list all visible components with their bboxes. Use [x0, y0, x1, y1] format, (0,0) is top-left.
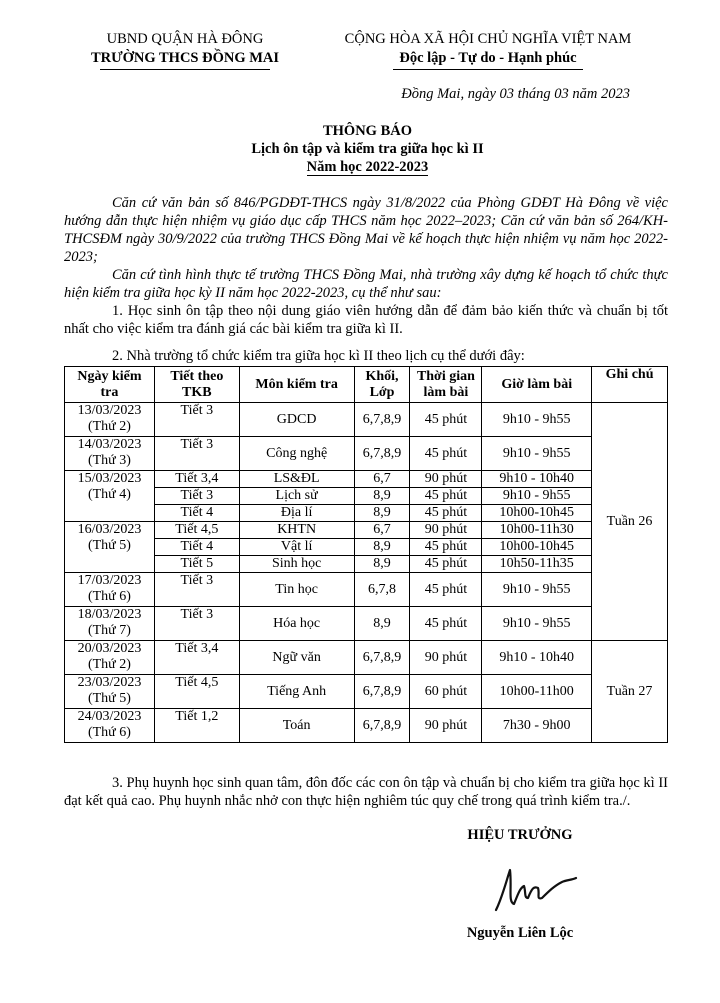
header-duration: Thời gian làm bài [410, 367, 482, 403]
subject-cell: Tin học [239, 573, 354, 607]
date-cell: 17/03/2023 (Thứ 6) [65, 573, 155, 607]
date-cell: 18/03/2023 (Thứ 7) [65, 607, 155, 641]
duration-cell: 90 phút [410, 471, 482, 488]
table-row [65, 488, 668, 505]
duration-cell: 45 phút [410, 505, 482, 522]
time-cell: 7h30 - 9h00 [482, 709, 592, 743]
time-cell: 9h10 - 9h55 [482, 403, 592, 437]
school-name: TRƯỜNG THCS ĐỒNG MAI [90, 50, 280, 66]
document-subtitle: Lịch ôn tập và kiểm tra giữa học kì II [251, 141, 484, 157]
period-cell: Tiết 3,4 [154, 641, 239, 675]
table-row [65, 437, 668, 471]
date-cell: 14/03/2023 (Thứ 3) [65, 437, 155, 471]
principal-name: Nguyễn Liên Lộc [466, 925, 574, 941]
subject-cell: Địa lí [239, 505, 354, 522]
title-block [0, 122, 720, 176]
paragraph-basis-1: Căn cứ văn bản số 846/PGDĐT-THCS ngày 31/8/2022 của Phòng GDĐT Hà Đông về việc hướng dẫn thực hiện nhiệm vụ giáo dục cấp THCS năm học 2022–2023; Căn cứ văn bản số 264/KH-THCSĐM ngày 30/9/2022 của trường THCS Đồng Mai về kế hoạch thực hiện nhiệm vụ năm học 2022-2023; [64, 195, 668, 265]
grade-cell: 6,7,8,9 [354, 709, 410, 743]
time-cell: 9h10 - 9h55 [482, 488, 592, 505]
note-cell-week26: Tuần 26 [592, 403, 668, 641]
table-row [65, 675, 668, 709]
date-cell: 16/03/2023 (Thứ 5) [65, 522, 155, 573]
grade-cell: 6,7,8 [354, 573, 410, 607]
national-title: CỘNG HÒA XÃ HỘI CHỦ NGHĨA VIỆT NAM [344, 31, 632, 47]
table-row [65, 403, 668, 437]
subject-cell: Ngữ văn [239, 641, 354, 675]
period-cell: Tiết 3,4 [154, 471, 239, 488]
time-cell: 10h50-11h35 [482, 556, 592, 573]
date-cell: 15/03/2023 (Thứ 4) [65, 471, 155, 522]
national-motto: Độc lập - Tự do - Hạnh phúc [399, 50, 577, 66]
grade-cell: 6,7,8,9 [354, 675, 410, 709]
table-row [65, 522, 668, 539]
time-cell: 9h10 - 9h55 [482, 437, 592, 471]
paragraph-item-3: 3. Phụ huynh học sinh quan tâm, đôn đốc các con ôn tập và chuẩn bị cho kiểm tra giữa học kì II đạt kết quả cao. Phụ huynh nhắc nhở con thực hiện nghiêm túc quy chế trong quá trình kiểm tra./. [64, 775, 668, 809]
school-year: Năm học 2022-2023 [306, 159, 429, 175]
table-row [65, 573, 668, 607]
time-cell: 10h00-11h30 [482, 522, 592, 539]
date-cell: 13/03/2023 (Thứ 2) [65, 403, 155, 437]
time-cell: 9h10 - 10h40 [482, 641, 592, 675]
table-row [65, 505, 668, 522]
table-row [65, 641, 668, 675]
grade-cell: 6,7,8,9 [354, 403, 410, 437]
duration-cell: 45 phút [410, 403, 482, 437]
duration-cell: 90 phút [410, 709, 482, 743]
subject-cell: GDCD [239, 403, 354, 437]
subject-cell: KHTN [239, 522, 354, 539]
period-cell: Tiết 4,5 [154, 522, 239, 539]
header-date: Ngày kiểm tra [65, 367, 155, 403]
header-right-rule [393, 69, 583, 70]
grade-cell: 6,7,8,9 [354, 641, 410, 675]
subject-cell: Tiếng Anh [239, 675, 354, 709]
duration-cell: 45 phút [410, 607, 482, 641]
document-title: THÔNG BÁO [322, 123, 413, 139]
header-right [318, 30, 658, 70]
subject-cell: Toán [239, 709, 354, 743]
time-cell: 9h10 - 10h40 [482, 471, 592, 488]
subject-cell: LS&ĐL [239, 471, 354, 488]
date-cell: 24/03/2023 (Thứ 6) [65, 709, 155, 743]
header-subject: Môn kiểm tra [239, 367, 354, 403]
duration-cell: 60 phút [410, 675, 482, 709]
subject-cell: Sinh học [239, 556, 354, 573]
subject-cell: Vật lí [239, 539, 354, 556]
duration-cell: 90 phút [410, 522, 482, 539]
header-period: Tiết theo TKB [154, 367, 239, 403]
grade-cell: 8,9 [354, 607, 410, 641]
duration-cell: 45 phút [410, 573, 482, 607]
time-cell: 9h10 - 9h55 [482, 607, 592, 641]
exam-schedule-table [64, 366, 668, 743]
header-left [60, 30, 310, 70]
duration-cell: 45 phút [410, 488, 482, 505]
period-cell: Tiết 3 [154, 437, 239, 471]
paragraph-item-1: 1. Học sinh ôn tập theo nội dung giáo viên hướng dẫn để đảm bảo kiến thức và chuẩn bị tốt nhất cho việc kiểm tra đánh giá các bài kiểm tra giữa kì II. [64, 303, 668, 337]
grade-cell: 8,9 [354, 556, 410, 573]
duration-cell: 45 phút [410, 539, 482, 556]
paragraph-basis-2: Căn cứ tình hình thực tế trường THCS Đồng Mai, nhà trường xây dựng kế hoạch tổ chức thực hiện kiểm tra giữa học kỳ II năm học 2022-2023, cụ thể như sau: [64, 267, 668, 301]
note-cell-week27: Tuần 27 [592, 641, 668, 743]
period-cell: Tiết 3 [154, 573, 239, 607]
signature-title: HIỆU TRƯỞNG [467, 827, 573, 843]
grade-cell: 6,7 [354, 522, 410, 539]
table-row [65, 471, 668, 488]
grade-cell: 8,9 [354, 488, 410, 505]
period-cell: Tiết 5 [154, 556, 239, 573]
period-cell: Tiết 3 [154, 403, 239, 437]
duration-cell: 45 phút [410, 437, 482, 471]
subject-cell: Hóa học [239, 607, 354, 641]
table-row [65, 607, 668, 641]
header-grade: Khối, Lớp [354, 367, 410, 403]
duration-cell: 45 phút [410, 556, 482, 573]
period-cell: Tiết 4 [154, 505, 239, 522]
grade-cell: 6,7 [354, 471, 410, 488]
subject-cell: Lịch sử [239, 488, 354, 505]
subject-cell: Công nghệ [239, 437, 354, 471]
table-row [65, 556, 668, 573]
time-cell: 10h00-10h45 [482, 539, 592, 556]
district-name: UBND QUẬN HÀ ĐÔNG [106, 31, 264, 47]
period-cell: Tiết 4,5 [154, 675, 239, 709]
grade-cell: 8,9 [354, 539, 410, 556]
time-cell: 10h00-10h45 [482, 505, 592, 522]
document-date: Đồng Mai, ngày 03 tháng 03 năm 2023 [401, 86, 630, 102]
date-cell: 20/03/2023 (Thứ 2) [65, 641, 155, 675]
table-header-row [65, 367, 668, 403]
time-cell: 9h10 - 9h55 [482, 573, 592, 607]
grade-cell: 6,7,8,9 [354, 437, 410, 471]
header-left-rule [100, 69, 270, 70]
table-row [65, 539, 668, 556]
grade-cell: 8,9 [354, 505, 410, 522]
period-cell: Tiết 3 [154, 607, 239, 641]
header-time: Giờ làm bài [482, 367, 592, 403]
time-cell: 10h00-11h00 [482, 675, 592, 709]
paragraph-item-2: 2. Nhà trường tổ chức kiểm tra giữa học kì II theo lịch cụ thể dưới đây: [112, 348, 525, 364]
table-row [65, 709, 668, 743]
duration-cell: 90 phút [410, 641, 482, 675]
period-cell: Tiết 1,2 [154, 709, 239, 743]
handwritten-signature [490, 858, 580, 916]
date-cell: 23/03/2023 (Thứ 5) [65, 675, 155, 709]
period-cell: Tiết 4 [154, 539, 239, 556]
period-cell: Tiết 3 [154, 488, 239, 505]
header-note: Ghi chú [592, 367, 668, 403]
